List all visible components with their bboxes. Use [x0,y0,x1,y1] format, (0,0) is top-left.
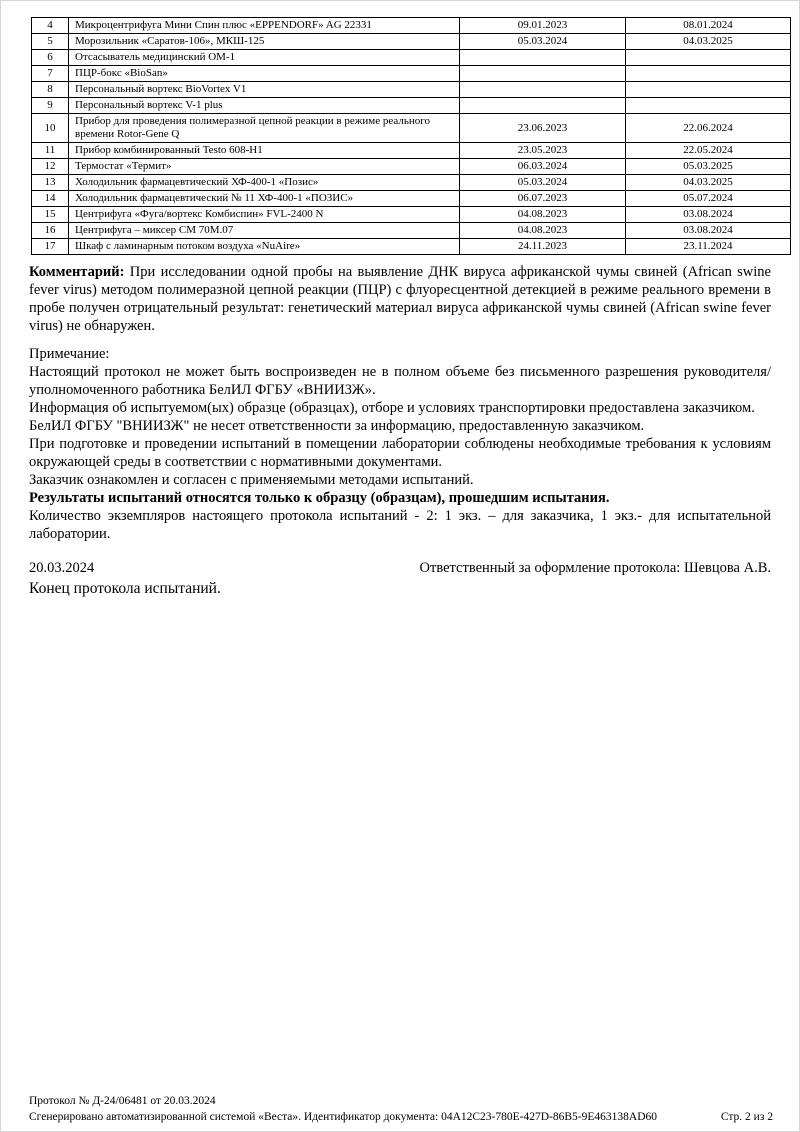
equipment-table-body [32,18,791,255]
calibration-date [460,66,626,82]
table-row [32,223,791,239]
footer-generated-line: Сгенерировано автоматизированной системой «Веста». Идентификатор документа: 04A12C23-780E-427D-86B5-9E463138AD60 [29,1111,658,1123]
equipment-row-number: 4 [32,18,69,34]
calibration-date: 05.03.2024 [460,34,626,50]
notes-heading: Примечание: [29,346,110,362]
equipment-row-number: 14 [32,191,69,207]
note-paragraph: Информация об испытуемом(ых) образце (образцах), отборе и условиях транспортировки предоставлена заказчиком. [29,400,755,416]
calibration-date [460,50,626,66]
equipment-name: Шкаф с ламинарным потоком воздуха «NuAire» [69,239,460,255]
table-row [32,159,791,175]
equipment-row-number: 5 [32,34,69,50]
valid-until-date: 04.03.2025 [626,175,791,191]
valid-until-date: 04.03.2025 [626,34,791,50]
footer-second-line [29,1109,773,1125]
equipment-row-number: 10 [32,114,69,143]
valid-until-date [626,98,791,114]
calibration-date: 05.03.2024 [460,175,626,191]
valid-until-date: 05.03.2025 [626,159,791,175]
table-row [32,191,791,207]
table-row [32,207,791,223]
equipment-row-number: 8 [32,82,69,98]
equipment-row-number: 11 [32,143,69,159]
calibration-date: 06.07.2023 [460,191,626,207]
notes-section [29,345,771,543]
equipment-row-number: 15 [32,207,69,223]
calibration-date: 09.01.2023 [460,18,626,34]
equipment-name: Персональный вортекс V-1 plus [69,98,460,114]
equipment-row-number: 17 [32,239,69,255]
table-row [32,34,791,50]
equipment-name: Прибор для проведения полимеразной цепной реакции в режиме реального времени Rotor-Gene Q [69,114,460,143]
calibration-date: 06.03.2024 [460,159,626,175]
note-paragraph: Настоящий протокол не может быть воспроизведен не в полном объеме без письменного разрешения руководителя/уполномоченного работника БелИЛ ФГБУ «ВНИИЗЖ». [29,364,771,398]
calibration-date [460,82,626,98]
responsible-person: Ответственный за оформление протокола: Шевцова А.В. [419,560,771,576]
calibration-date: 23.06.2023 [460,114,626,143]
valid-until-date: 03.08.2024 [626,207,791,223]
equipment-name: Отсасыватель медицинский ОМ-1 [69,50,460,66]
equipment-row-number: 13 [32,175,69,191]
valid-until-date: 22.06.2024 [626,114,791,143]
table-row [32,98,791,114]
equipment-row-number: 12 [32,159,69,175]
footer-page-number: Стр. 2 из 2 [720,1111,773,1123]
equipment-row-number: 16 [32,223,69,239]
table-row [32,82,791,98]
note-paragraph: БелИЛ ФГБУ "ВНИИЗЖ" не несет ответственности за информацию, предоставленную заказчиком. [29,418,645,434]
table-row [32,114,791,143]
valid-until-date [626,50,791,66]
equipment-table [31,17,791,255]
page-footer [29,1093,773,1125]
equipment-name: Центрифуга – миксер СМ 70М.07 [69,223,460,239]
table-row [32,175,791,191]
valid-until-date: 03.08.2024 [626,223,791,239]
equipment-name: Холодильник фармацевтический № 11 ХФ-400-1 «ПОЗИС» [69,191,460,207]
signature-row [29,559,771,577]
calibration-date: 04.08.2023 [460,223,626,239]
calibration-date [460,98,626,114]
calibration-date: 04.08.2023 [460,207,626,223]
equipment-name: Термостат «Термит» [69,159,460,175]
note-paragraph: Заказчик ознакомлен и согласен с применяемыми методами испытаний. [29,472,474,488]
comment-text: При исследовании одной пробы на выявление ДНК вируса африканской чумы свиней (African swine fever virus) методом полимеразной цепной реакции (ПЦР) с флуоресцентной детекцией в режиме реального времени в пробе получен отрицательный результат: генетический материал вируса африканской чумы свиней (African swine fever virus) не обнаружен. [29,264,771,334]
equipment-name: ПЦР-бокс «BioSan» [69,66,460,82]
protocol-date: 20.03.2024 [29,560,95,576]
comment-paragraph [29,263,771,335]
table-row [32,18,791,34]
valid-until-date [626,66,791,82]
equipment-name: Холодильник фармацевтический ХФ-400-1 «Позис» [69,175,460,191]
valid-until-date [626,82,791,98]
equipment-name: Персональный вортекс BioVortex V1 [69,82,460,98]
valid-until-date: 05.07.2024 [626,191,791,207]
equipment-name: Морозильник «Саратов-106», МКШ-125 [69,34,460,50]
table-row [32,66,791,82]
valid-until-date: 08.01.2024 [626,18,791,34]
table-row [32,239,791,255]
end-of-protocol-line: Конец протокола испытаний. [29,580,221,597]
equipment-name: Микроцентрифуга Мини Спин плюс «EPPENDORF» AG 22331 [69,18,460,34]
equipment-row-number: 6 [32,50,69,66]
valid-until-date: 23.11.2024 [626,239,791,255]
comment-label: Комментарий: [29,264,125,280]
note-paragraph: Количество экземпляров настоящего протокола испытаний - 2: 1 экз. – для заказчика, 1 экз.- для испытательной лаборатории. [29,508,771,542]
equipment-row-number: 7 [32,66,69,82]
calibration-date: 23.05.2023 [460,143,626,159]
equipment-name: Прибор комбинированный Testo 608-H1 [69,143,460,159]
note-paragraph: Результаты испытаний относятся только к образцу (образцам), прошедшим испытания. [29,490,610,506]
table-row [32,50,791,66]
equipment-name: Центрифуга «Фуга/вортекс Комбиспин» FVL-2400 N [69,207,460,223]
calibration-date: 24.11.2023 [460,239,626,255]
valid-until-date: 22.05.2024 [626,143,791,159]
table-row [32,143,791,159]
note-paragraph: При подготовке и проведении испытаний в помещении лаборатории соблюдены необходимые требования к условиям окружающей среды в соответствии с нормативными документами. [29,436,771,470]
footer-protocol-number: Протокол № Д-24/06481 от 20.03.2024 [29,1095,216,1107]
equipment-row-number: 9 [32,98,69,114]
